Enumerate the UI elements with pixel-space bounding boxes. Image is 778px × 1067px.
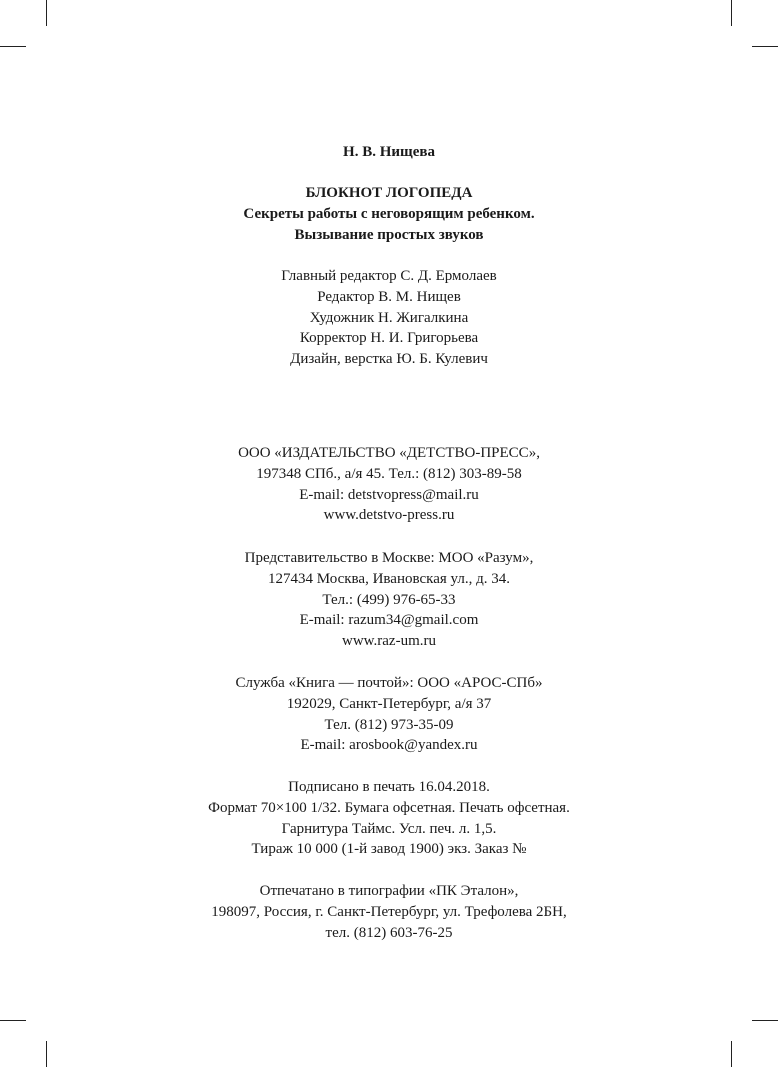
moscow-office-block bbox=[0, 548, 778, 652]
moscow-office-address: 127434 Москва, Ивановская ул., д. 34. bbox=[268, 570, 510, 587]
mail-order-service: Служба «Книга — почтой»: ООО «АРОС-СПб» bbox=[235, 675, 543, 691]
book-subtitle-line-2: Вызывание простых звуков bbox=[294, 226, 484, 243]
typeface-sheets: Гарнитура Таймс. Усл. печ. л. 1,5. bbox=[281, 820, 497, 837]
printed-at: Отпечатано в типографии «ПК Эталон», bbox=[259, 883, 519, 899]
author-name bbox=[0, 142, 778, 163]
mail-order-phone: Тел. (812) 973-35-09 bbox=[324, 716, 454, 733]
print-run: Тираж 10 000 (1-й завод 1900) экз. Заказ № bbox=[251, 841, 527, 858]
credit-artist: Художник Н. Жигалкина bbox=[309, 309, 469, 326]
moscow-office-email: E-mail: razum34@gmail.com bbox=[299, 612, 479, 629]
crop-mark-top-right-vertical bbox=[731, 0, 732, 26]
crop-mark-top-left-vertical bbox=[46, 0, 47, 26]
crop-mark-top-left-horizontal bbox=[0, 46, 26, 47]
crop-mark-top-right-horizontal bbox=[752, 46, 778, 47]
printer-phone: тел. (812) 603-76-25 bbox=[325, 924, 453, 941]
signed-to-print: Подписано в печать 16.04.2018. bbox=[288, 779, 490, 795]
author-line: Н. В. Нищева bbox=[343, 144, 435, 160]
mail-order-email: E-mail: arosbook@yandex.ru bbox=[300, 737, 478, 754]
printer-block bbox=[0, 881, 778, 943]
book-title: БЛОКНОТ ЛОГОПЕДА bbox=[305, 185, 473, 201]
crop-mark-bottom-left-horizontal bbox=[0, 1020, 26, 1021]
mail-order-block bbox=[0, 673, 778, 756]
book-title-block bbox=[0, 183, 778, 245]
publisher-address: 197348 СПб., а/я 45. Тел.: (812) 303-89-58 bbox=[256, 465, 522, 482]
crop-mark-bottom-left-vertical bbox=[46, 1041, 47, 1067]
publisher-block bbox=[0, 443, 778, 526]
credits-block bbox=[0, 266, 778, 370]
printer-address: 198097, Россия, г. Санкт-Петербург, ул. Трефолева 2БН, bbox=[211, 903, 567, 920]
moscow-office-website: www.raz-um.ru bbox=[342, 633, 436, 650]
credit-editor: Редактор В. М. Нищев bbox=[317, 288, 461, 305]
mail-order-address: 192029, Санкт-Петербург, а/я 37 bbox=[286, 695, 492, 712]
book-subtitle-line-1: Секреты работы с неговорящим ребенком. bbox=[243, 205, 535, 222]
format-paper: Формат 70×100 1/32. Бумага офсетная. Печать офсетная. bbox=[208, 799, 570, 816]
crop-mark-bottom-right-horizontal bbox=[752, 1020, 778, 1021]
credit-proofreader: Корректор Н. И. Григорьева bbox=[299, 330, 479, 347]
credit-design-layout: Дизайн, верстка Ю. Б. Кулевич bbox=[290, 351, 488, 368]
publisher-website: www.detstvo-press.ru bbox=[323, 507, 455, 524]
credit-chief-editor: Главный редактор С. Д. Ермолаев bbox=[281, 268, 497, 284]
crop-mark-bottom-right-vertical bbox=[731, 1041, 732, 1067]
moscow-office-name: Представительство в Москве: МОО «Разум», bbox=[244, 550, 534, 566]
print-info-block bbox=[0, 777, 778, 860]
publisher-name: ООО «ИЗДАТЕЛЬСТВО «ДЕТСТВО-ПРЕСС», bbox=[238, 445, 540, 461]
moscow-office-phone: Тел.: (499) 976-65-33 bbox=[322, 591, 456, 608]
publisher-email: E-mail: detstvopress@mail.ru bbox=[299, 486, 479, 503]
